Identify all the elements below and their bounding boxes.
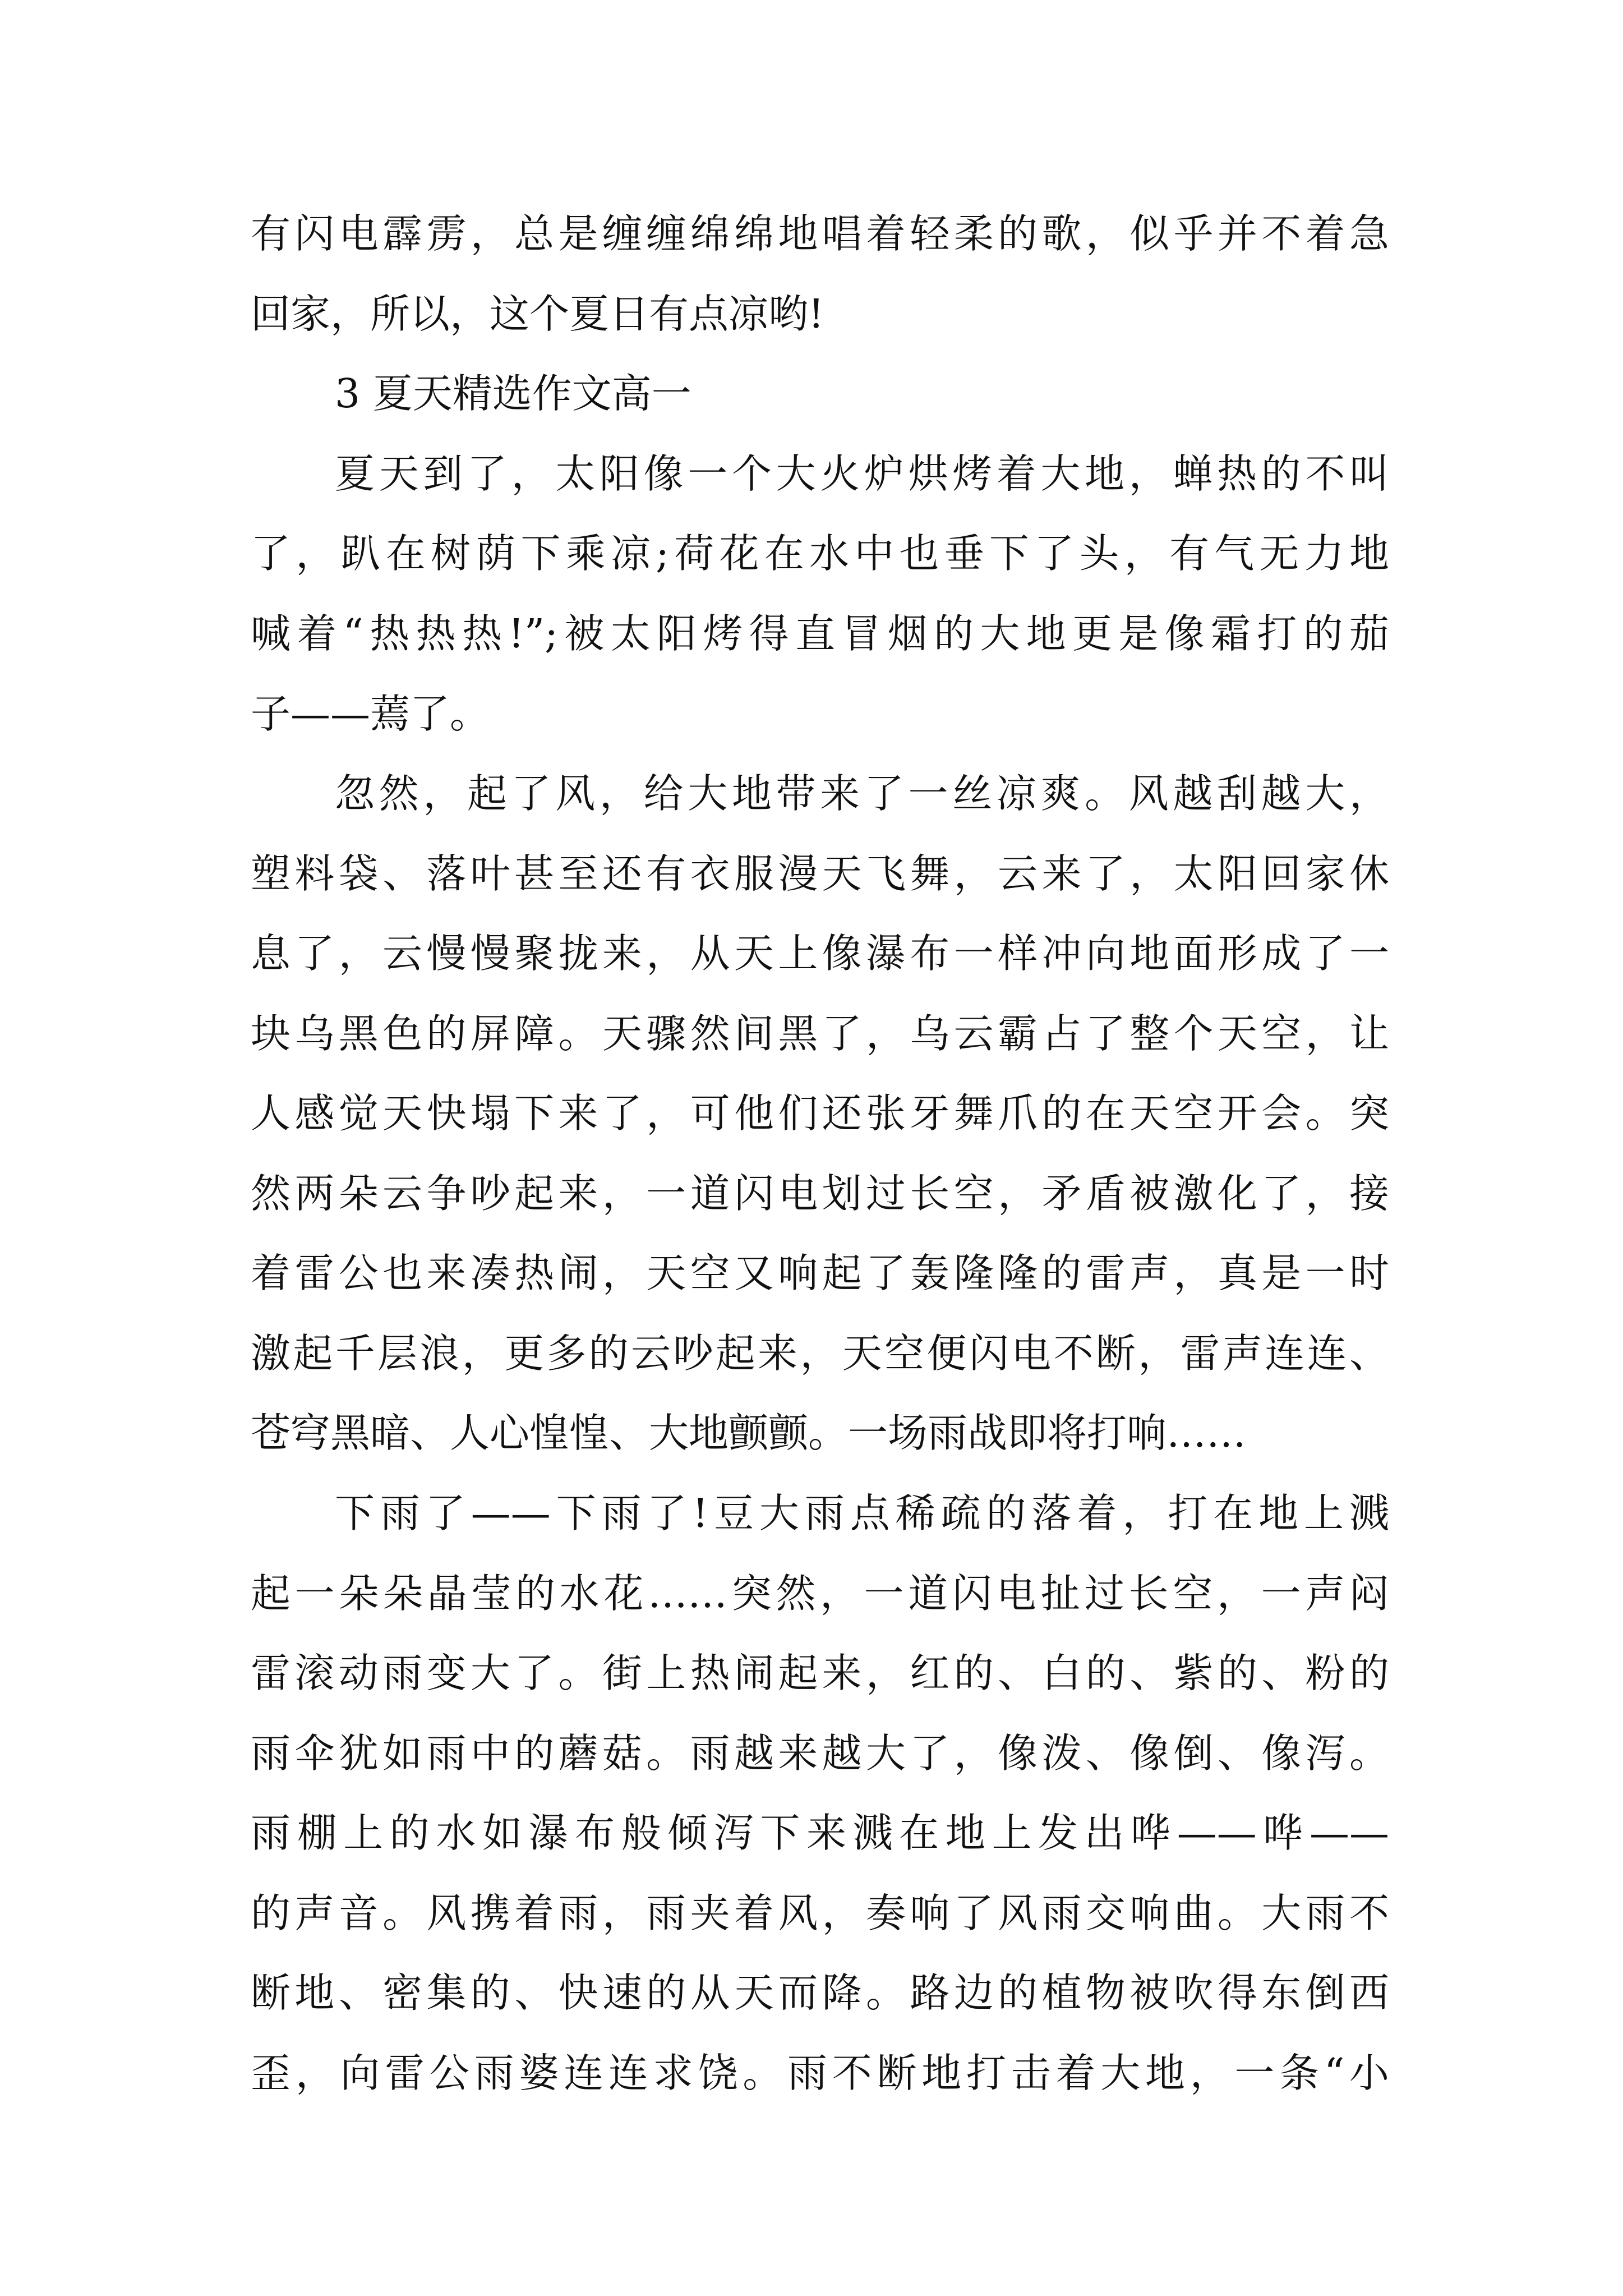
text-line: 塑料袋、落叶甚至还有衣服漫天飞舞，云来了，太阳回家休 (251, 850, 1389, 897)
text-line: 的声音。风携着雨，雨夹着风，奏响了风雨交响曲。大雨不 (251, 1890, 1389, 1936)
text-line: 起一朵朵晶莹的水花……突然，一道闪电扯过长空，一声闷 (251, 1570, 1389, 1617)
text-line: 有闪电霹雳，总是缠缠绵绵地唱着轻柔的歌，似乎并不着急 (251, 210, 1389, 257)
text-line: 雨棚上的水如瀑布般倾泻下来溅在地上发出哗——哗—— (251, 1810, 1389, 1856)
text-line: 子——蔫了。 (251, 691, 490, 737)
text-line: 歪，向雷公雨婆连连求饶。雨不断地打击着大地，一条“小 (251, 2050, 1389, 2096)
text-line: 回家，所以，这个夏日有点凉哟! (251, 291, 824, 337)
text-line: 雨伞犹如雨中的蘑菇。雨越来越大了，像泼、像倒、像泻。 (251, 1730, 1389, 1777)
text-line: 夏天到了，太阳像一个大火炉烘烤着大地，蝉热的不叫 (335, 450, 1389, 497)
text-line: 块乌黑色的屏障。天骤然间黑了，乌云霸占了整个天空，让 (251, 1010, 1389, 1057)
text-line: 了，趴在树荫下乘凉;荷花在水中也垂下了头，有气无力地 (251, 530, 1389, 577)
text-line: 苍穹黑暗、人心惶惶、大地颤颤。一场雨战即将打响…… (251, 1410, 1247, 1456)
text-line: 着雷公也来凑热闹，天空又响起了轰隆隆的雷声，真是一时 (251, 1250, 1389, 1296)
text-line: 下雨了——下雨了!豆大雨点稀疏的落着，打在地上溅 (335, 1490, 1389, 1536)
text-line: 人感觉天快塌下来了，可他们还张牙舞爪的在天空开会。突 (251, 1090, 1389, 1137)
text-line: 忽然，起了风，给大地带来了一丝凉爽。风越刮越大， (335, 770, 1389, 817)
text-line: 息了，云慢慢聚拢来，从天上像瀑布一样冲向地面形成了一 (251, 930, 1389, 977)
text-line: 断地、密集的、快速的从天而降。路边的植物被吹得东倒西 (251, 1970, 1389, 2016)
text-line: 雷滚动雨变大了。街上热闹起来，红的、白的、紫的、粉的 (251, 1650, 1389, 1696)
text-line: 激起千层浪，更多的云吵起来，天空便闪电不断，雷声连连、 (251, 1330, 1389, 1377)
section-heading: 3 夏天精选作文高一 (335, 370, 691, 417)
text-line: 喊着“热热热!”;被太阳烤得直冒烟的大地更是像霜打的茄 (251, 610, 1389, 657)
text-line: 然两朵云争吵起来，一道闪电划过长空，矛盾被激化了，接 (251, 1170, 1389, 1217)
